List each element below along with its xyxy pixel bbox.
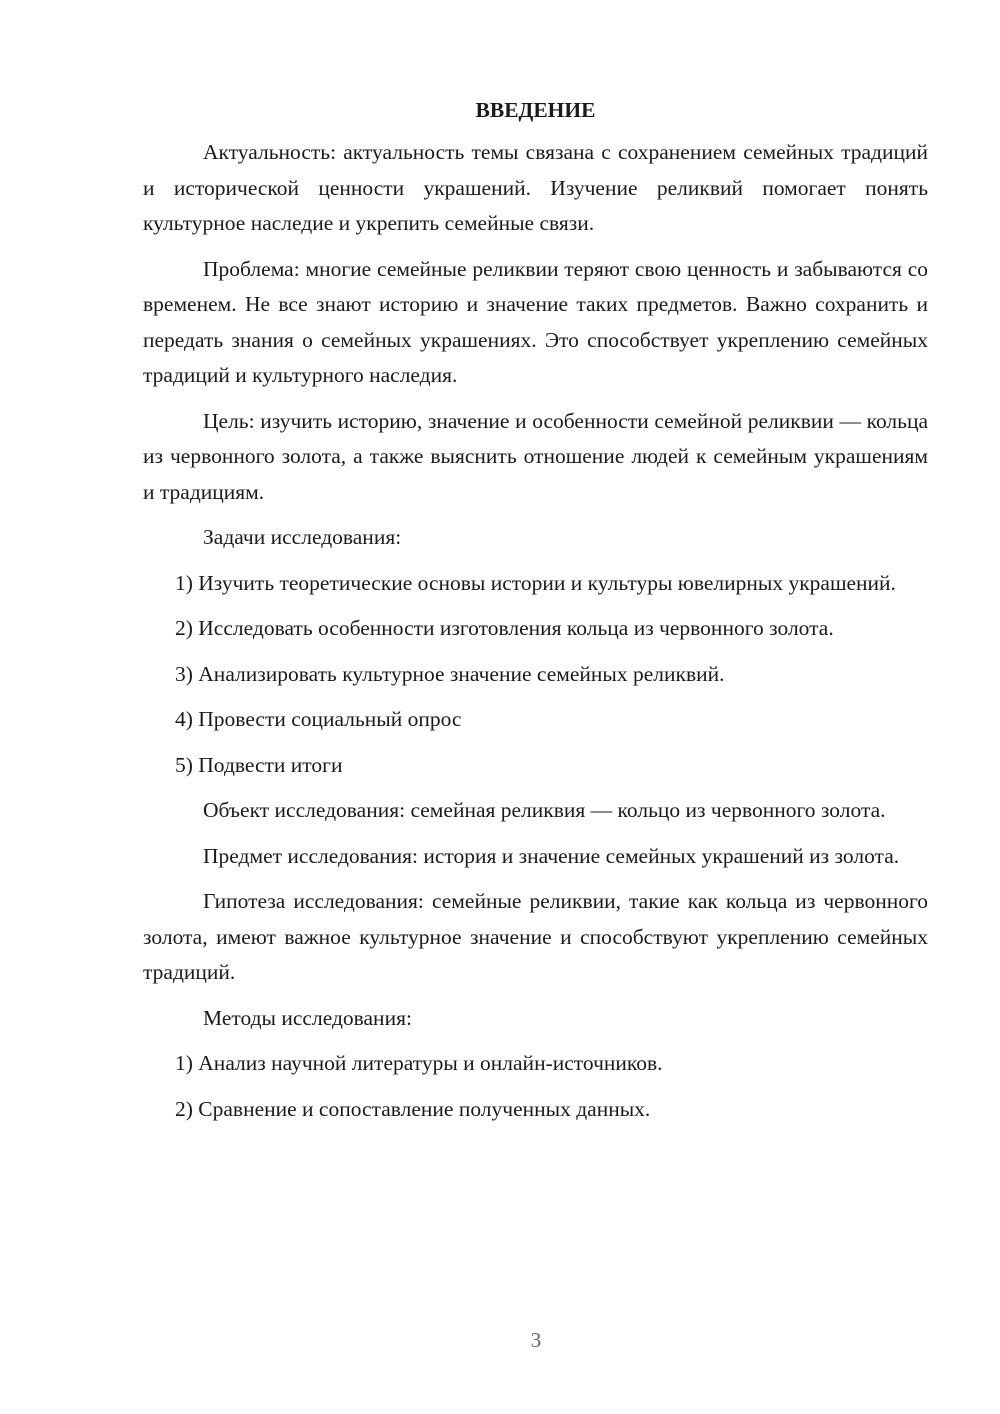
method-item: 2) Сравнение и сопоставление полученных данных. xyxy=(175,1096,651,1121)
goal-paragraph: Цель: изучить историю, значение и особенности семейной реликвии — кольца из червонного золота, а также выяснить отношение людей к семейным украшениям и традициям. xyxy=(143,408,928,504)
task-item: 5) Подвести итоги xyxy=(175,752,343,777)
task-item: 3) Анализировать культурное значение семейных реликвий. xyxy=(175,661,725,686)
tasks-title: Задачи исследования: xyxy=(203,525,402,549)
method-item: 1) Анализ научной литературы и онлайн-источников. xyxy=(175,1051,663,1075)
relevance-paragraph: Актуальность: актуальность темы связана с сохранением семейных традиций и исторической ценности украшений. Изучение реликвий помогает понять культурное наследие и укрепить семейные связи. xyxy=(143,140,928,235)
task-item: 4) Провести социальный опрос xyxy=(175,707,462,731)
page-number: 3 xyxy=(530,1328,542,1352)
problem-paragraph: Проблема: многие семейные реликвии теряют свою ценность и забываются со временем. Не все знают историю и значение таких предметов. Важно сохранить и передать знания о семейных украшениях. Это способствует укреплению семейных традиций и культурного наследия. xyxy=(143,256,928,387)
subject-paragraph: Предмет исследования: история и значение семейных украшений из золота. xyxy=(203,843,900,868)
methods-title: Методы исследования: xyxy=(203,1005,412,1030)
page-title: ВВЕДЕНИЕ xyxy=(475,98,596,122)
task-item: 1) Изучить теоретические основы истории и культуры ювелирных украшений. xyxy=(175,570,896,595)
hypothesis-paragraph: Гипотеза исследования: семейные реликвии, такие как кольца из червонного золота, имеют важное культурное значение и способствуют укреплению семейных традиций. xyxy=(143,889,928,984)
task-item: 2) Исследовать особенности изготовления кольца из червонного золота. xyxy=(175,616,834,640)
object-paragraph: Объект исследования: семейная реликвия — кольцо из червонного золота. xyxy=(203,798,886,822)
document-body xyxy=(143,90,928,1137)
